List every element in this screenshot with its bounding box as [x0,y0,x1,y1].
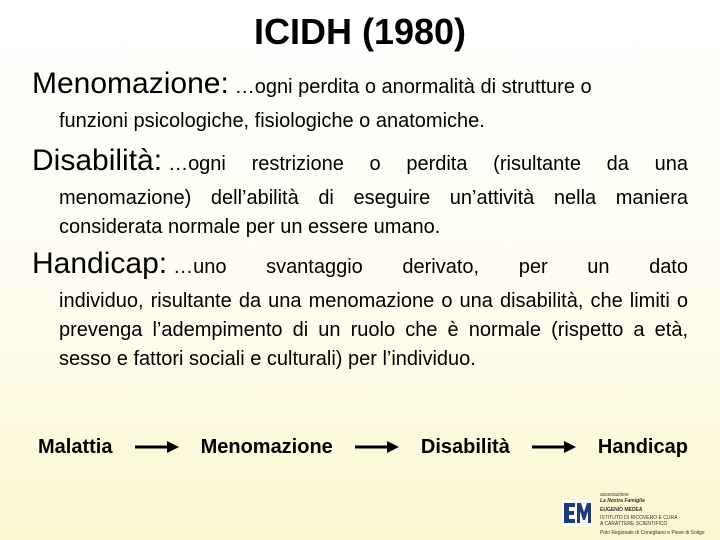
arrow-right-icon [355,440,399,454]
definition-lead: …ogni restrizione o perdita (risultante da una [168,153,688,175]
logo-line: associazione [600,492,629,498]
definition-text: menomazione) dell’abilità di eseguire un’attività nella maniera considerata normale per un essere umano. [59,187,688,238]
logo-line: Polo Regionale di Conegliano e Pieve di Soligo [600,530,705,536]
definition-text: funzioni psicologiche, fisiologiche o anatomiche. [59,110,485,132]
term-menomazione: Menomazione: [32,67,229,100]
em-logo-icon [562,500,592,526]
flow-step-disabilita: Disabilità [420,435,510,458]
arrow-right-icon [135,440,179,454]
definition-lead: …uno svantaggio derivato, per un dato [173,256,688,278]
term-disabilita: Disabilità: [32,144,163,177]
slide-title: ICIDH (1980) [253,11,467,52]
flow-step-malattia: Malattia [38,435,113,458]
flow-step-menomazione: Menomazione [200,435,333,458]
term-handicap: Handicap: [32,247,168,280]
logo-line: La Nostra Famiglia [600,498,645,504]
institution-logo [560,490,720,540]
definition-text: individuo, risultante da una menomazione o una disabilità, che limiti o prevenga l’adempimento di un ruolo che è normale (rispetto a età, sesso e fattori sociali e culturali) per l’individuo. [59,290,688,370]
definition-menomazione [32,66,688,136]
logo-line: A CARATTERE SCIENTIFICO [600,521,668,527]
logo-line: ISTITUTO DI RICOVERO E CURA [600,515,678,521]
process-flow [38,432,688,462]
definition-handicap [32,246,688,374]
flow-step-handicap: Handicap [597,435,688,458]
arrow-right-icon [532,440,576,454]
definition-lead: …ogni perdita o anormalità di strutture o [234,76,592,98]
definition-disabilita [32,143,688,242]
logo-line: EUGENIO MEDEA [600,507,643,513]
